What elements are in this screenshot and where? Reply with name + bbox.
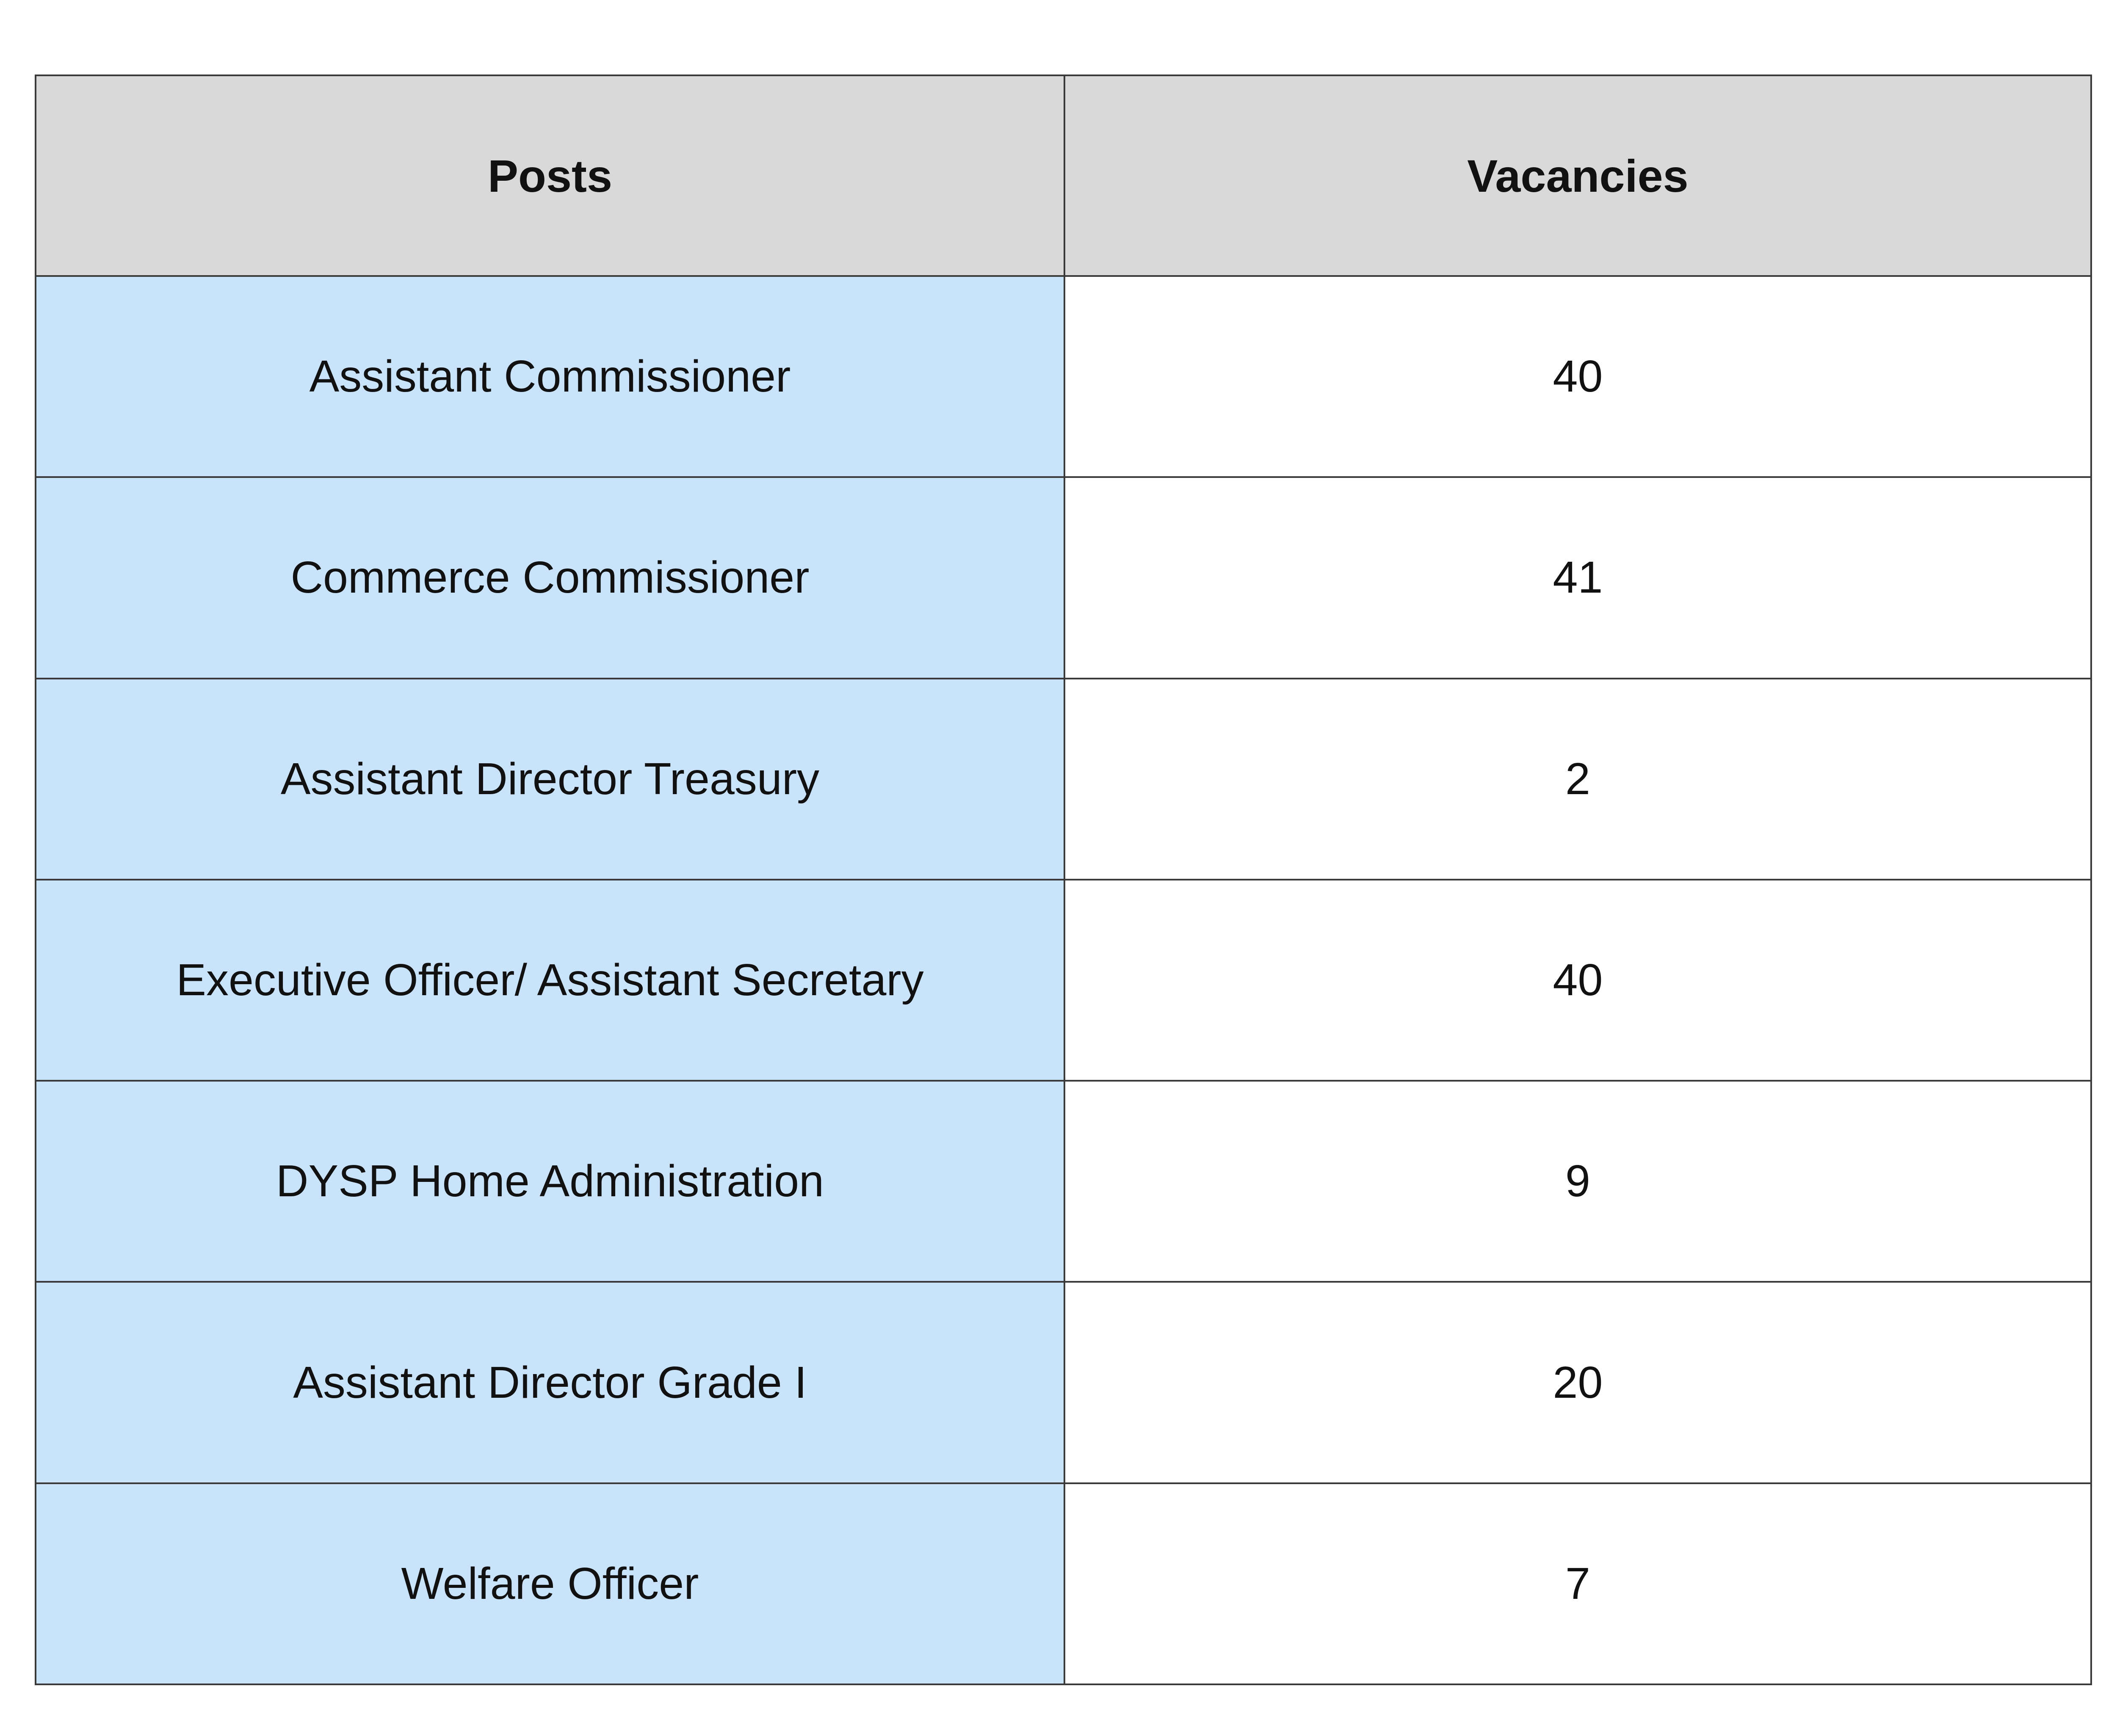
table-header-row	[36, 75, 2091, 276]
post-name-cell: Executive Officer/ Assistant Secretary	[36, 880, 1064, 1081]
post-name-cell: Assistant Director Treasury	[36, 679, 1064, 880]
vacancies-table-container	[35, 75, 2090, 1685]
vacancies-table	[35, 75, 2092, 1685]
header-posts: Posts	[36, 75, 1064, 276]
table-row	[36, 880, 2091, 1081]
table-row	[36, 679, 2091, 880]
vacancy-count-cell: 9	[1064, 1081, 2091, 1282]
vacancy-count-cell: 41	[1064, 477, 2091, 678]
post-name-cell: DYSP Home Administration	[36, 1081, 1064, 1282]
post-name-cell: Welfare Officer	[36, 1483, 1064, 1684]
vacancy-count-cell: 7	[1064, 1483, 2091, 1684]
vacancy-count-cell: 2	[1064, 679, 2091, 880]
post-name-cell: Assistant Commissioner	[36, 276, 1064, 477]
table-row	[36, 1081, 2091, 1282]
header-vacancies: Vacancies	[1064, 75, 2091, 276]
table-row	[36, 276, 2091, 477]
table-row	[36, 1282, 2091, 1483]
vacancy-count-cell: 20	[1064, 1282, 2091, 1483]
post-name-cell: Assistant Director Grade I	[36, 1282, 1064, 1483]
table-row	[36, 1483, 2091, 1684]
vacancy-count-cell: 40	[1064, 276, 2091, 477]
table-row	[36, 477, 2091, 678]
post-name-cell: Commerce Commissioner	[36, 477, 1064, 678]
vacancy-count-cell: 40	[1064, 880, 2091, 1081]
